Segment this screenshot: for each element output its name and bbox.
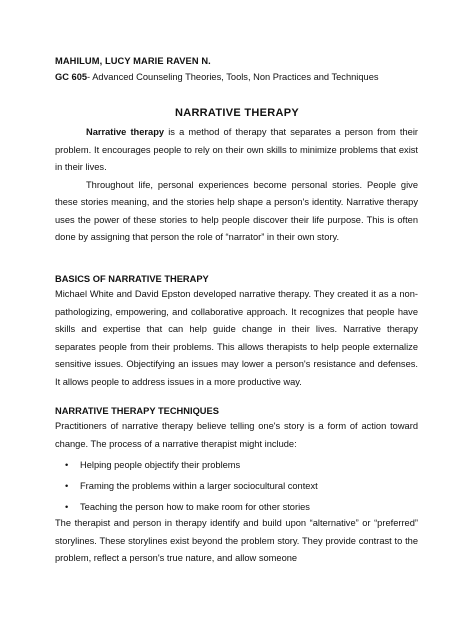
course-title: - Advanced Counseling Theories, Tools, Non Practices and Techniques [87, 72, 379, 82]
basics-paragraph: Michael White and David Epston developed narrative therapy. They created it as a non-pathologizing, empowering, and collaborative approach. It recognizes that people have skills and expertise that can help guide change in their lives. Narrative therapy separates people from their problems. This allows therapists to help people externalize sensitive issues. Objectifying an issues may lower a person's resistance and defenses. It allows people to address issues in a more productive way. [55, 289, 418, 387]
course-line [55, 72, 379, 82]
intro-section [55, 124, 418, 247]
intro-paragraph-1-text: is a method of therapy that separates a person from their problem. It encourages people to rely on their own skills to minimize problems that exist in their lives. [55, 127, 418, 172]
techniques-heading: NARRATIVE THERAPY TECHNIQUES [55, 406, 219, 416]
intro-paragraph-1 [55, 124, 418, 177]
list-item: • Helping people objectify their problems [55, 457, 418, 478]
basics-section [55, 286, 418, 391]
course-code: GC 605 [55, 72, 88, 82]
document-title: NARRATIVE THERAPY [174, 107, 300, 119]
techniques-list [55, 457, 418, 520]
author-name: MAHILUM, LUCY MARIE RAVEN N. [55, 56, 211, 66]
bullet-icon: • [65, 460, 69, 470]
intro-term: Narrative therapy [86, 127, 165, 137]
list-item: • Teaching the person how to make room for other stories [55, 499, 418, 520]
techniques-paragraph-1: Practitioners of narrative therapy believe telling one's story is a form of action toward change. The process of a narrative therapist might include: [55, 421, 418, 449]
bullet-icon: • [65, 481, 69, 491]
techniques-intro [55, 418, 418, 453]
techniques-continuation [55, 515, 418, 568]
basics-heading: BASICS OF NARRATIVE THERAPY [55, 274, 209, 284]
intro-paragraph-2: Throughout life, personal experiences become personal stories. People give these stories meaning, and the stories help shape a person's identity. Narrative therapy uses the power of these stories to help people discover their life purpose. This is often done by assigning that person the role of “narrator” in their own story. [55, 179, 418, 242]
techniques-paragraph-2: The therapist and person in therapy identify and build upon “alternative” or “preferred” storylines. These storylines exist beyond the problem story. They provide contrast to the problem, reflect a person's true nature, and allow someone [55, 518, 418, 563]
list-item: • Framing the problems within a larger sociocultural context [55, 478, 418, 499]
bullet-icon: • [65, 502, 69, 512]
